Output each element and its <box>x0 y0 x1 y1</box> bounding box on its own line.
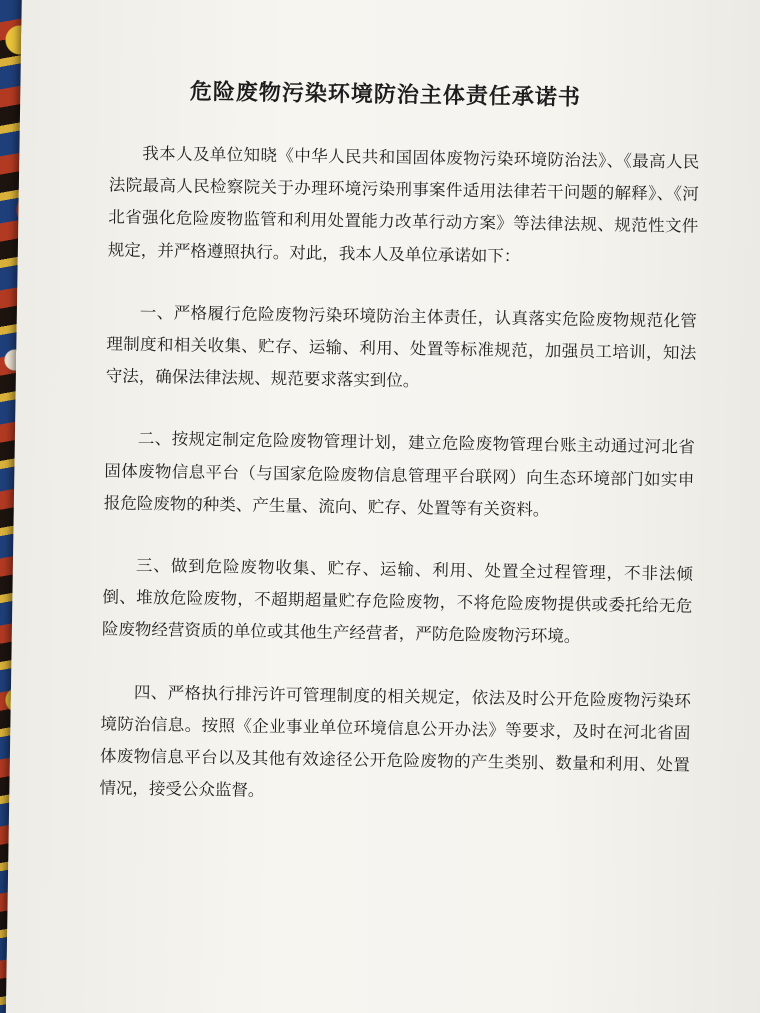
document-title: 危险废物污染环境防治主体责任承诺书 <box>189 78 582 111</box>
paragraph-commitment-1: 一、严格履行危险废物污染环境防治主体责任，认真落实危险废物规范化管理制度和相关收集、贮存、运输、利用、处置等标准规范，加强员工培训，知法守法，确保法律法规、规范要求落实到位。 <box>105 302 697 391</box>
paragraph-commitment-2: 二、按规定制定危险废物管理计划，建立危险废物管理台账主动通过河北省固体废物信息平台（与国家危险废物信息管理平台联网）向生态环境部门如实申报危险废物的种类、产生量、流向、贮存、处置等有关资料。 <box>103 429 695 520</box>
paragraph-commitment-3: 三、做到危险废物收集、贮存、运输、利用、处置全过程管理，不非法倾倒、堆放危险废物，不超期超量贮存危险废物，不将危险废物提供或委托给无危险废物经营资质的单位或其他生产经营者，严防危险废物污环境。 <box>101 555 693 647</box>
paragraph-intro: 我本人及单位知晓《中华人民共和国固体废物污染环境防治法》、《最高人民法院最高人民检察院关于办理环境污染刑事案件适用法律若干问题的解释》、《河北省强化危险废物监管和利用处置能力改革行动方案》等法律法规、规范性文件规定，并严格遵照执行。对此，我本人及单位承诺如下： <box>107 143 700 266</box>
document-body <box>99 137 699 814</box>
document-sheet <box>5 0 760 1013</box>
paragraph-commitment-4: 四、严格执行排污许可管理制度的相关规定，依法及时公开危险废物污染环境防治信息。按照《企业事业单位环境信息公开办法》等要求，及时在河北省固体废物信息平台以及其他有效途径公开危险废物的产生类别、数量和利用、处置情况，接受公众监督。 <box>99 682 692 801</box>
